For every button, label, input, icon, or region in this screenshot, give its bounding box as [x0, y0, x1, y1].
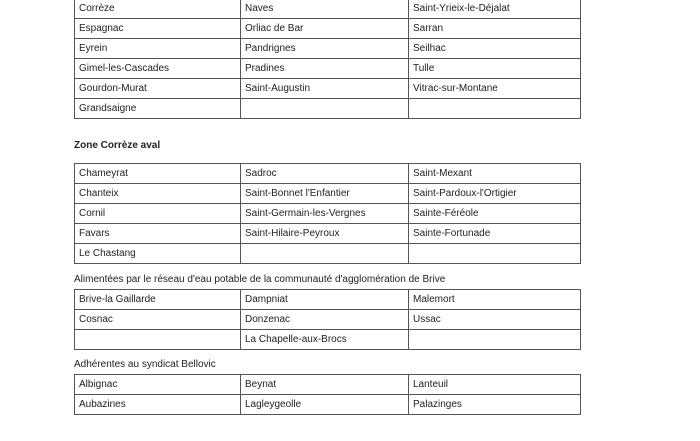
commune-cell: Sarran: [409, 19, 581, 39]
commune-cell: Saint-Yrieix-le-Déjalat: [409, 0, 581, 19]
commune-cell: Palazinges: [409, 395, 581, 415]
commune-cell: Pradines: [241, 59, 409, 79]
table-row: [75, 0, 581, 19]
commune-cell: Grandsaigne: [75, 99, 241, 119]
communes-table-correze-aval: [74, 163, 581, 264]
commune-cell: Saint-Hilaire-Peyroux: [241, 224, 409, 244]
table-row: [75, 244, 581, 264]
table-row: [75, 204, 581, 224]
commune-cell: Saint-Mexant: [409, 164, 581, 184]
commune-cell: Vitrac-sur-Montane: [409, 79, 581, 99]
table-row: [75, 164, 581, 184]
section-heading-brive-network: Alimentées par le réseau d'eau potable de la communauté d'agglomération de Brive: [74, 274, 446, 285]
commune-cell: Tulle: [409, 59, 581, 79]
commune-cell: Saint-Pardoux-l'Ortigier: [409, 184, 581, 204]
table-row: [75, 19, 581, 39]
commune-cell: La Chapelle-aux-Brocs: [241, 330, 409, 350]
commune-cell: Saint-Germain-les-Vergnes: [241, 204, 409, 224]
commune-cell: Cornil: [75, 204, 241, 224]
communes-table-bellovic: [74, 374, 581, 415]
commune-cell: Seilhac: [409, 39, 581, 59]
commune-cell: Ussac: [409, 310, 581, 330]
table-row: [75, 224, 581, 244]
commune-cell: Donzenac: [241, 310, 409, 330]
commune-cell: Eyrein: [75, 39, 241, 59]
commune-cell: [75, 330, 241, 350]
commune-cell: [241, 244, 409, 264]
commune-cell: Cosnac: [75, 310, 241, 330]
table-row: [75, 39, 581, 59]
section-heading-bellovic: Adhérentes au syndicat Bellovic: [74, 359, 216, 370]
commune-cell: Chanteix: [75, 184, 241, 204]
commune-cell: Pandrignes: [241, 39, 409, 59]
commune-cell: Favars: [75, 224, 241, 244]
commune-cell: Gourdon-Murat: [75, 79, 241, 99]
commune-cell: Saint-Augustin: [241, 79, 409, 99]
commune-cell: [409, 99, 581, 119]
table-row: [75, 59, 581, 79]
communes-table-brive-network: [74, 289, 581, 350]
commune-cell: [409, 330, 581, 350]
commune-cell: Brive-la Gaillarde: [75, 290, 241, 310]
table-row: [75, 79, 581, 99]
table-row: [75, 184, 581, 204]
table-row: [75, 99, 581, 119]
commune-cell: Chameyrat: [75, 164, 241, 184]
section-heading-correze-aval: Zone Corrèze aval: [74, 140, 161, 151]
commune-cell: Beynat: [241, 375, 409, 395]
commune-cell: Lanteuil: [409, 375, 581, 395]
commune-cell: Albignac: [75, 375, 241, 395]
commune-cell: Le Chastang: [75, 244, 241, 264]
commune-cell: Sadroc: [241, 164, 409, 184]
commune-cell: Sainte-Fortunade: [409, 224, 581, 244]
table-row: [75, 375, 581, 395]
commune-cell: Gimel-les-Cascades: [75, 59, 241, 79]
commune-cell: Orliac de Bar: [241, 19, 409, 39]
table-row: [75, 310, 581, 330]
commune-cell: Saint-Bonnet l'Enfantier: [241, 184, 409, 204]
commune-cell: [241, 99, 409, 119]
communes-table-zone-1: [74, 0, 581, 119]
commune-cell: Malemort: [409, 290, 581, 310]
table-row: [75, 290, 581, 310]
commune-cell: [409, 244, 581, 264]
commune-cell: Aubazines: [75, 395, 241, 415]
commune-cell: Dampniat: [241, 290, 409, 310]
commune-cell: Sainte-Féréole: [409, 204, 581, 224]
commune-cell: Espagnac: [75, 19, 241, 39]
commune-cell: Lagleygeolle: [241, 395, 409, 415]
commune-cell: Naves: [241, 0, 409, 19]
table-row: [75, 330, 581, 350]
table-row: [75, 395, 581, 415]
commune-cell: Corrèze: [75, 0, 241, 19]
